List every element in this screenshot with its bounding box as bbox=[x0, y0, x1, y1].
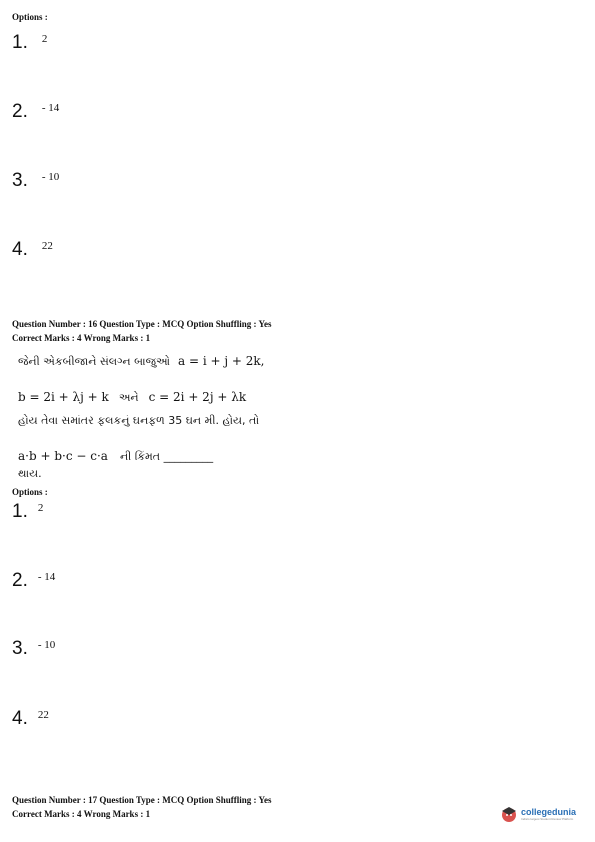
option-value: - 10 bbox=[41, 171, 60, 183]
option-number: 3. bbox=[12, 638, 28, 659]
options-label: Options : bbox=[12, 12, 48, 22]
question-line-2 bbox=[18, 388, 246, 406]
option-value: 22 bbox=[41, 240, 53, 252]
question-math: c = 2i + 2j + λk bbox=[148, 390, 247, 404]
option-number: 4. bbox=[12, 239, 28, 260]
question-text: જેની એકબીજાને સંલગ્ન બાજુઓ bbox=[18, 355, 170, 368]
question-line-3: હોય તેવા સમાંતર ફલકનું ઘનફળ 35 ઘન મી. હોય, તો bbox=[18, 414, 260, 427]
option-value: 2 bbox=[37, 502, 44, 514]
option-1[interactable] bbox=[12, 32, 47, 54]
question-math: b = 2i + λj + k bbox=[18, 390, 109, 404]
question-meta: Question Number : 16 Question Type : MCQ Option Shuffling : Yes bbox=[12, 319, 272, 329]
question-text: અને bbox=[118, 391, 139, 404]
option-value: - 14 bbox=[37, 571, 56, 583]
option-value: - 14 bbox=[41, 102, 60, 114]
logo-tagline: India's largest Student Review Platform bbox=[521, 817, 574, 821]
option-2[interactable] bbox=[12, 101, 59, 123]
logo-name: collegedunia bbox=[521, 807, 577, 817]
option-number: 2. bbox=[12, 570, 28, 591]
question-text: ની કિંમત _________ bbox=[119, 450, 214, 463]
question-math: a = i + j + 2k, bbox=[178, 354, 265, 368]
question-line-1 bbox=[18, 352, 264, 370]
options-label: Options : bbox=[12, 487, 48, 497]
option-value: - 10 bbox=[37, 639, 56, 651]
collegedunia-logo bbox=[500, 805, 576, 823]
question-math: a·b + b·c − c·a bbox=[18, 449, 108, 463]
option-value: 2 bbox=[41, 33, 48, 45]
option-1[interactable] bbox=[12, 501, 43, 523]
option-4[interactable] bbox=[12, 239, 53, 261]
option-number: 3. bbox=[12, 170, 28, 191]
question-line-5: થાય. bbox=[18, 467, 42, 480]
question-meta: Question Number : 17 Question Type : MCQ Option Shuffling : Yes bbox=[12, 795, 272, 805]
option-3[interactable] bbox=[12, 170, 59, 192]
question-line-4 bbox=[18, 447, 213, 465]
option-number: 4. bbox=[12, 708, 28, 729]
graduation-cap-icon bbox=[500, 805, 518, 823]
option-4[interactable] bbox=[12, 708, 49, 730]
question-marks: Correct Marks : 4 Wrong Marks : 1 bbox=[12, 333, 151, 343]
option-3[interactable] bbox=[12, 638, 55, 660]
option-number: 2. bbox=[12, 101, 28, 122]
option-2[interactable] bbox=[12, 570, 55, 592]
option-number: 1. bbox=[12, 32, 28, 53]
option-number: 1. bbox=[12, 501, 28, 522]
option-value: 22 bbox=[37, 709, 49, 721]
question-marks: Correct Marks : 4 Wrong Marks : 1 bbox=[12, 809, 151, 819]
